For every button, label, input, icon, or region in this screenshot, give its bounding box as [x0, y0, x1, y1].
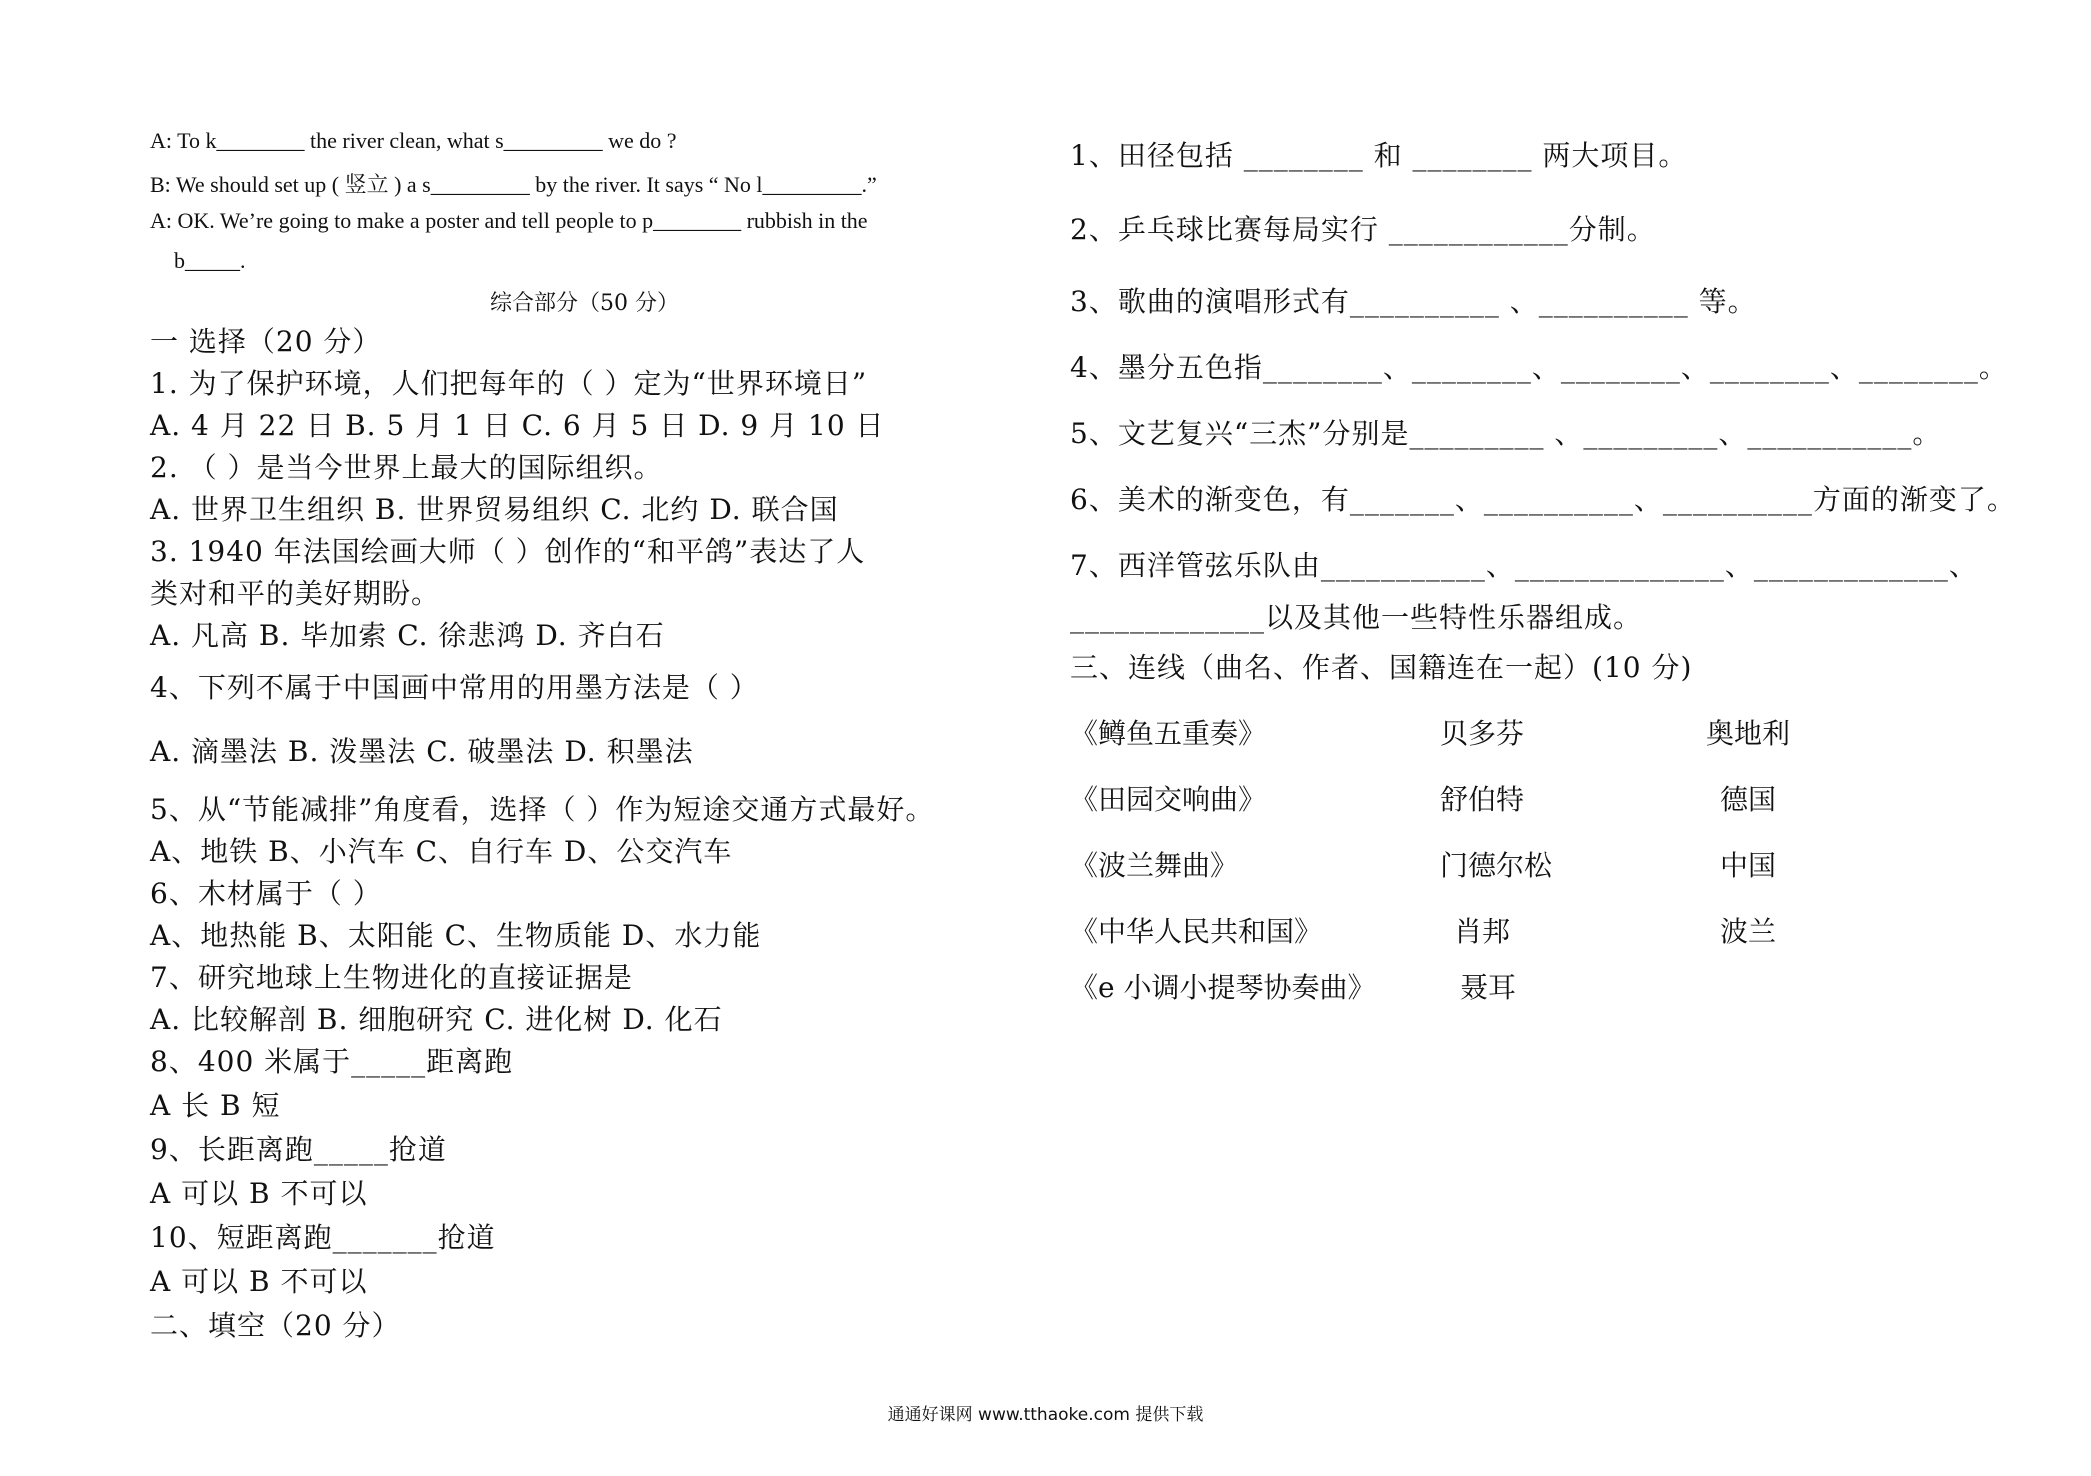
fill-3: 3、歌曲的演唱形式有__________ 、__________ 等。 [1070, 285, 1757, 318]
q3-text-cont: 类对和平的美好期盼。 [150, 577, 441, 610]
song-item: 《鳟鱼五重奏》 [1070, 717, 1267, 750]
page-footer: 通通好课网 www.tthaoke.com 提供下载 [887, 1405, 1204, 1425]
q7-text: 7、研究地球上生物进化的直接证据是 [150, 961, 633, 994]
composer-item: 肖邦 [1454, 915, 1511, 948]
q7-options: A. 比较解剖 B. 细胞研究 C. 进化树 D. 化石 [150, 1003, 723, 1036]
fill-2: 2、乒乓球比赛每局实行 ____________分制。 [1070, 213, 1656, 246]
song-item: 《e 小调小提琴协奏曲》 [1070, 971, 1376, 1004]
part2-heading: 二、填空（20 分） [150, 1309, 401, 1342]
country-item: 波兰 [1720, 915, 1777, 948]
part3-heading: 三、连线（曲名、作者、国籍连在一起）(10 分) [1070, 651, 1693, 684]
dialogue-line-1: A: To k________ the river clean, what s_________ we do ? [150, 128, 677, 153]
q8-text: 8、400 米属于_____距离跑 [150, 1045, 514, 1078]
q10-text: 10、短距离跑_______抢道 [150, 1221, 496, 1254]
fill-7: 7、西洋管弦乐队由___________、______________、_____________、 [1070, 549, 1978, 582]
song-item: 《波兰舞曲》 [1070, 849, 1239, 882]
dialogue-line-3: A: OK. We’re going to make a poster and tell people to p________ rubbish in the [150, 208, 868, 233]
section-title: 综合部分（50 分） [490, 291, 679, 316]
q4-options: A. 滴墨法 B. 泼墨法 C. 破墨法 D. 积墨法 [150, 735, 694, 768]
composer-item: 门德尔松 [1440, 849, 1553, 882]
fill-5: 5、文艺复兴“三杰”分别是_________ 、_________、___________。 [1070, 417, 1942, 450]
song-item: 《田园交响曲》 [1070, 783, 1267, 816]
q3-options: A. 凡高 B. 毕加索 C. 徐悲鸿 D. 齐白石 [150, 619, 665, 652]
part1-heading: 一 选择（20 分） [150, 325, 382, 358]
dialogue-line-2: B: We should set up ( 竖立 ) a s_________ by the river. It says “ No l_________.” [150, 172, 877, 197]
fill-1: 1、田径包括 ________ 和 ________ 两大项目。 [1070, 139, 1688, 172]
dialogue-line-4: b_____. [174, 248, 246, 273]
q3-text: 3. 1940 年法国绘画大师（ ）创作的“和平鸽”表达了人 [150, 535, 866, 568]
fill-7-cont: _____________以及其他一些特性乐器组成。 [1070, 601, 1643, 634]
q6-text: 6、木材属于（ ） [150, 877, 382, 910]
q9-text: 9、长距离跑_____抢道 [150, 1133, 447, 1166]
q1-options: A. 4 月 22 日 B. 5 月 1 日 C. 6 月 5 日 D. 9 月 10 日 [150, 409, 885, 442]
q9-options: A 可以 B 不可以 [150, 1177, 368, 1210]
q4-text: 4、下列不属于中国画中常用的用墨方法是（ ） [150, 671, 759, 704]
fill-6: 6、美术的渐变色，有_______、__________、__________方面的渐变了。 [1070, 483, 2016, 516]
q2-text: 2. （ ）是当今世界上最大的国际组织。 [150, 451, 663, 484]
q6-options: A、地热能 B、太阳能 C、生物质能 D、水力能 [150, 919, 762, 952]
composer-item: 贝多芬 [1440, 717, 1525, 750]
q5-text: 5、从“节能减排”角度看，选择（ ）作为短途交通方式最好。 [150, 793, 935, 826]
country-item: 中国 [1720, 849, 1777, 882]
country-item: 德国 [1720, 783, 1777, 816]
q8-options: A 长 B 短 [150, 1089, 281, 1122]
q10-options: A 可以 B 不可以 [150, 1265, 368, 1298]
composer-item: 聂耳 [1460, 971, 1517, 1004]
composer-item: 舒伯特 [1440, 783, 1525, 816]
q1-text: 1. 为了保护环境，人们把每年的（ ）定为“世界环境日” [150, 367, 868, 400]
fill-4: 4、墨分五色指________、________、________、________、________。 [1070, 351, 2008, 384]
q2-options: A. 世界卫生组织 B. 世界贸易组织 C. 北约 D. 联合国 [150, 493, 839, 526]
song-item: 《中华人民共和国》 [1070, 915, 1323, 948]
q5-options: A、地铁 B、小汽车 C、自行车 D、公交汽车 [150, 835, 733, 868]
country-item: 奥地利 [1706, 717, 1791, 750]
